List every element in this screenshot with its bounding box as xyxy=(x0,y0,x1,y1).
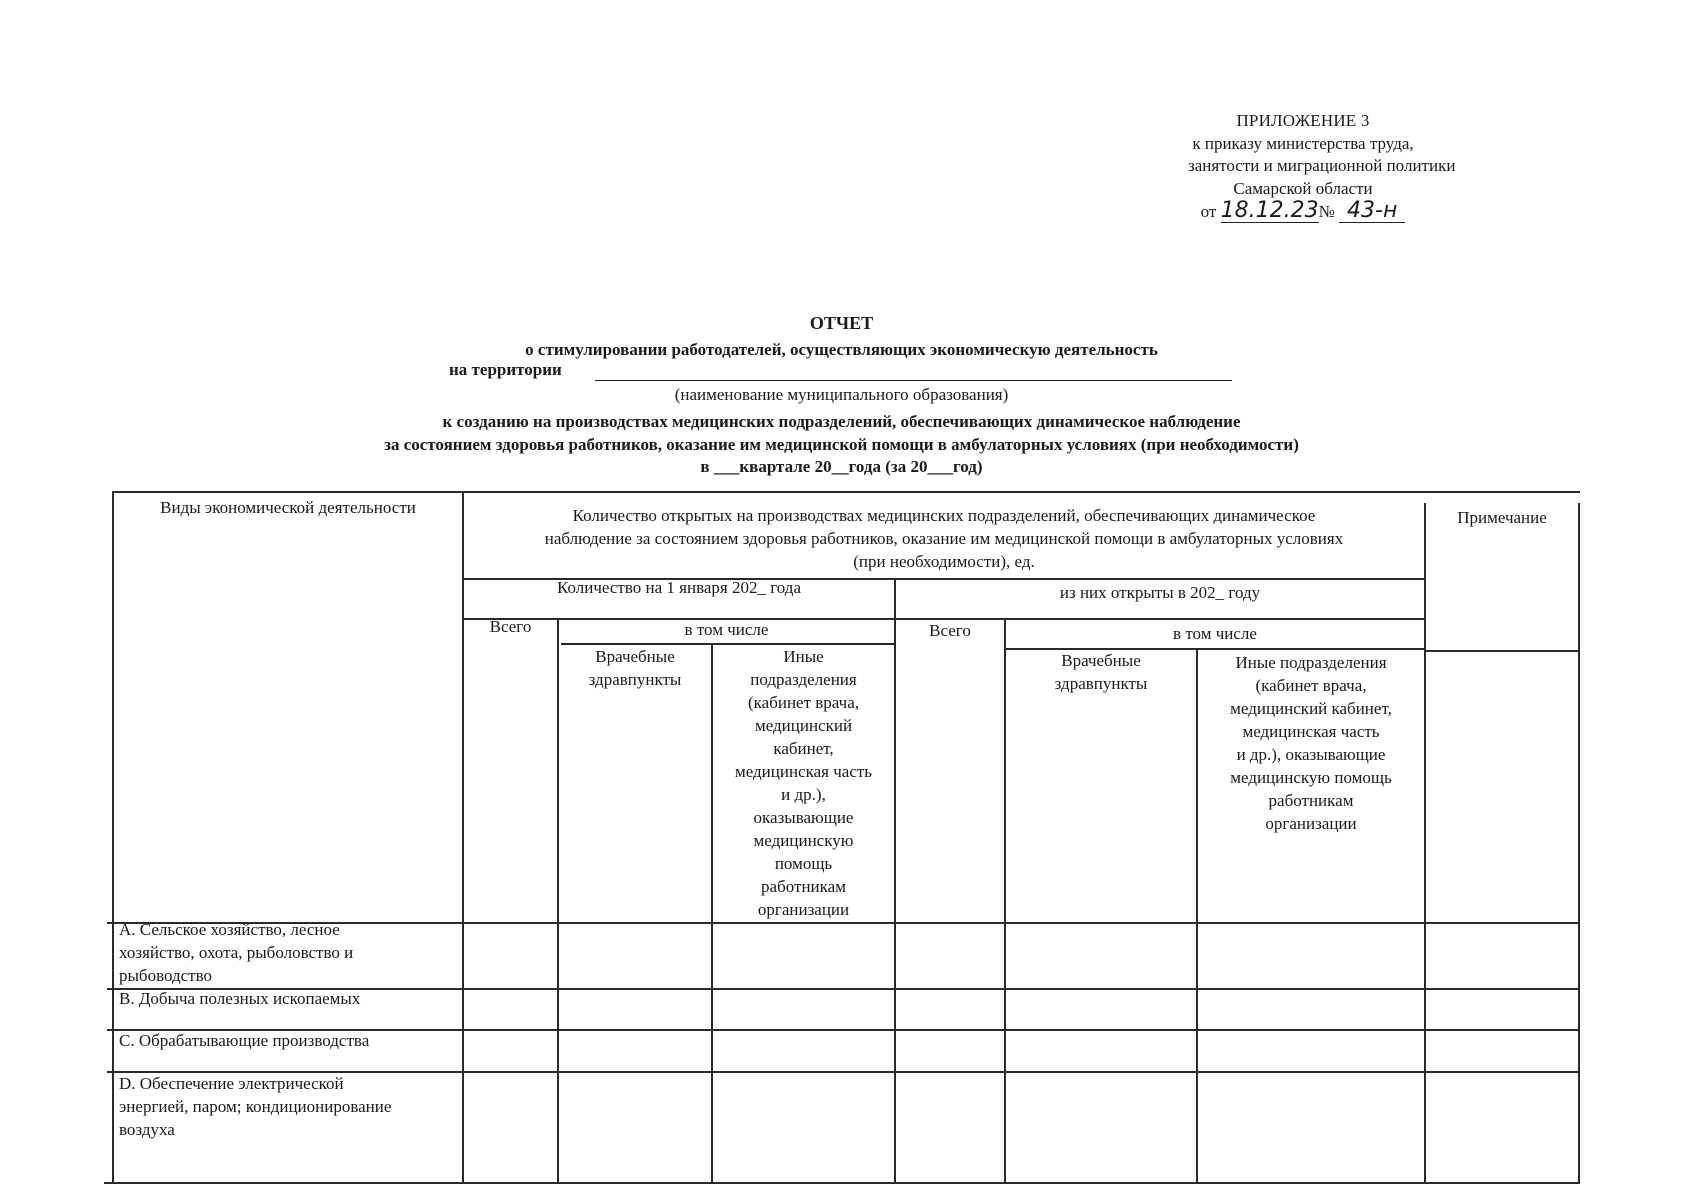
other-units-a-line: и др.), xyxy=(781,785,826,804)
medical-points-b-header xyxy=(1006,649,1196,695)
date-prefix: от xyxy=(1200,202,1217,221)
including-b-header: в том числе xyxy=(1173,624,1257,643)
other-units-a-line: медицинская часть xyxy=(734,762,873,781)
other-units-a-line: медицинскую xyxy=(753,831,854,850)
row-c-label-line: C. Обрабатывающие производства xyxy=(119,1031,370,1050)
col-count-header xyxy=(464,504,1424,573)
col-activity-header: Виды экономической деятельности xyxy=(160,498,416,517)
order-line xyxy=(1201,200,1406,224)
other-units-a-line: организации xyxy=(757,900,850,919)
table-vline-total-b xyxy=(1004,618,1006,1183)
table-vline-period xyxy=(894,578,896,1183)
medical-points-a-header xyxy=(559,645,711,691)
other-units-a-line: медицинский xyxy=(754,716,853,735)
sub-jan-header: Количество на 1 января 202_ года xyxy=(557,578,801,597)
other-units-b-line: медицинский кабинет, xyxy=(1230,699,1392,718)
annex-line-2: занятости и миграционной политики xyxy=(1188,156,1456,175)
other-units-b-line: медицинская часть xyxy=(1242,722,1380,741)
table-bottom-border xyxy=(104,1182,1580,1184)
row-d-label-line: энергией, паром; кондиционирование xyxy=(119,1097,392,1116)
table-left-border xyxy=(112,491,114,1183)
other-units-a-line: подразделения xyxy=(750,670,857,689)
table-row xyxy=(119,918,459,987)
other-units-a-header xyxy=(713,645,894,921)
row-a-label-line: A. Сельское хозяйство, лесное xyxy=(119,920,340,939)
medical-points-b-line-1: Врачебные xyxy=(1061,651,1141,670)
territory-hint: (наименование муниципального образования) xyxy=(674,385,1009,404)
other-units-b-line: организации xyxy=(1265,814,1357,833)
annex-line-1: к приказу министерства труда, xyxy=(1192,133,1414,153)
number-sign: № xyxy=(1318,202,1335,221)
table-top-border xyxy=(114,491,1580,493)
other-units-a-line: кабинет, xyxy=(773,739,834,758)
row-d-label-line: воздуха xyxy=(119,1120,175,1139)
table-row xyxy=(119,1072,459,1141)
other-units-b-line: и др.), оказывающие xyxy=(1236,745,1386,764)
other-units-a-line: оказывающие xyxy=(753,808,854,827)
report-title: ОТЧЕТ xyxy=(809,313,874,333)
territory-blank-line xyxy=(595,380,1232,381)
table-row xyxy=(119,1029,459,1052)
table-vline-total-a xyxy=(557,618,559,1183)
other-units-a-line: помощь xyxy=(774,854,833,873)
other-units-a-line: работникам xyxy=(761,877,846,896)
row-a-label-line: хозяйство, охота, рыболовство и xyxy=(119,943,354,962)
annex-block xyxy=(1188,110,1456,224)
including-a-header: в том числе xyxy=(684,620,769,639)
row-d-label-line: D. Обеспечение электрической xyxy=(119,1074,344,1093)
col-count-header-line-2: наблюдение за состоянием здоровья работников, оказание им медицинской помощи в амбулаторных условиях xyxy=(544,529,1344,548)
other-units-b-header xyxy=(1198,651,1424,835)
table-right-border xyxy=(1578,503,1580,1183)
total-b-header: Всего xyxy=(929,621,971,640)
other-units-a-line: Иные xyxy=(783,647,824,666)
table-vline-note xyxy=(1424,503,1426,1183)
sub-opened-header: из них открыты в 202_ году xyxy=(1059,583,1261,602)
row-a-label-line: рыбоводство xyxy=(119,966,213,985)
report-line-1: о стимулировании работодателей, осуществляющих экономическую деятельность xyxy=(525,340,1158,359)
medical-points-a-line-2: здравпункты xyxy=(588,670,682,689)
other-units-b-line: (кабинет врача, xyxy=(1255,676,1367,695)
medical-points-b-line-2: здравпункты xyxy=(1054,674,1148,693)
col-note-header: Примечание xyxy=(1457,508,1547,527)
annex-title: ПРИЛОЖЕНИЕ 3 xyxy=(1236,111,1370,130)
col-count-header-line-3: (при необходимости), ед. xyxy=(853,552,1035,571)
col-count-header-line-1: Количество открытых на производствах медицинских подразделений, обеспечивающих динамическое xyxy=(572,506,1316,525)
report-line-4: в ___квартале 20__года (за 20___год) xyxy=(700,457,983,476)
other-units-a-line: (кабинет врача, xyxy=(747,693,859,712)
annex-line-3: Самарской области xyxy=(1233,178,1373,198)
territory-label: на территории xyxy=(449,360,562,379)
table-row xyxy=(119,987,459,1010)
order-number-handwritten: 43-н xyxy=(1339,200,1405,223)
report-line-2: к созданию на производствах медицинских подразделений, обеспечивающих динамическое наблюдение xyxy=(442,412,1241,431)
other-units-b-line: Иные подразделения xyxy=(1235,653,1387,672)
medical-points-a-line-1: Врачебные xyxy=(595,647,675,666)
row-b-label-line: B. Добыча полезных ископаемых xyxy=(119,989,361,1008)
order-date-handwritten: 18.12.23 xyxy=(1220,198,1319,223)
other-units-b-line: медицинскую помощь xyxy=(1230,768,1392,787)
table-line-note-inner xyxy=(1426,650,1580,652)
other-units-b-line: работникам xyxy=(1268,791,1354,810)
report-line-3: за состоянием здоровья работников, оказание им медицинской помощи в амбулаторных условиях (при необходимости) xyxy=(384,435,1299,454)
total-a-header: Всего xyxy=(489,617,532,636)
